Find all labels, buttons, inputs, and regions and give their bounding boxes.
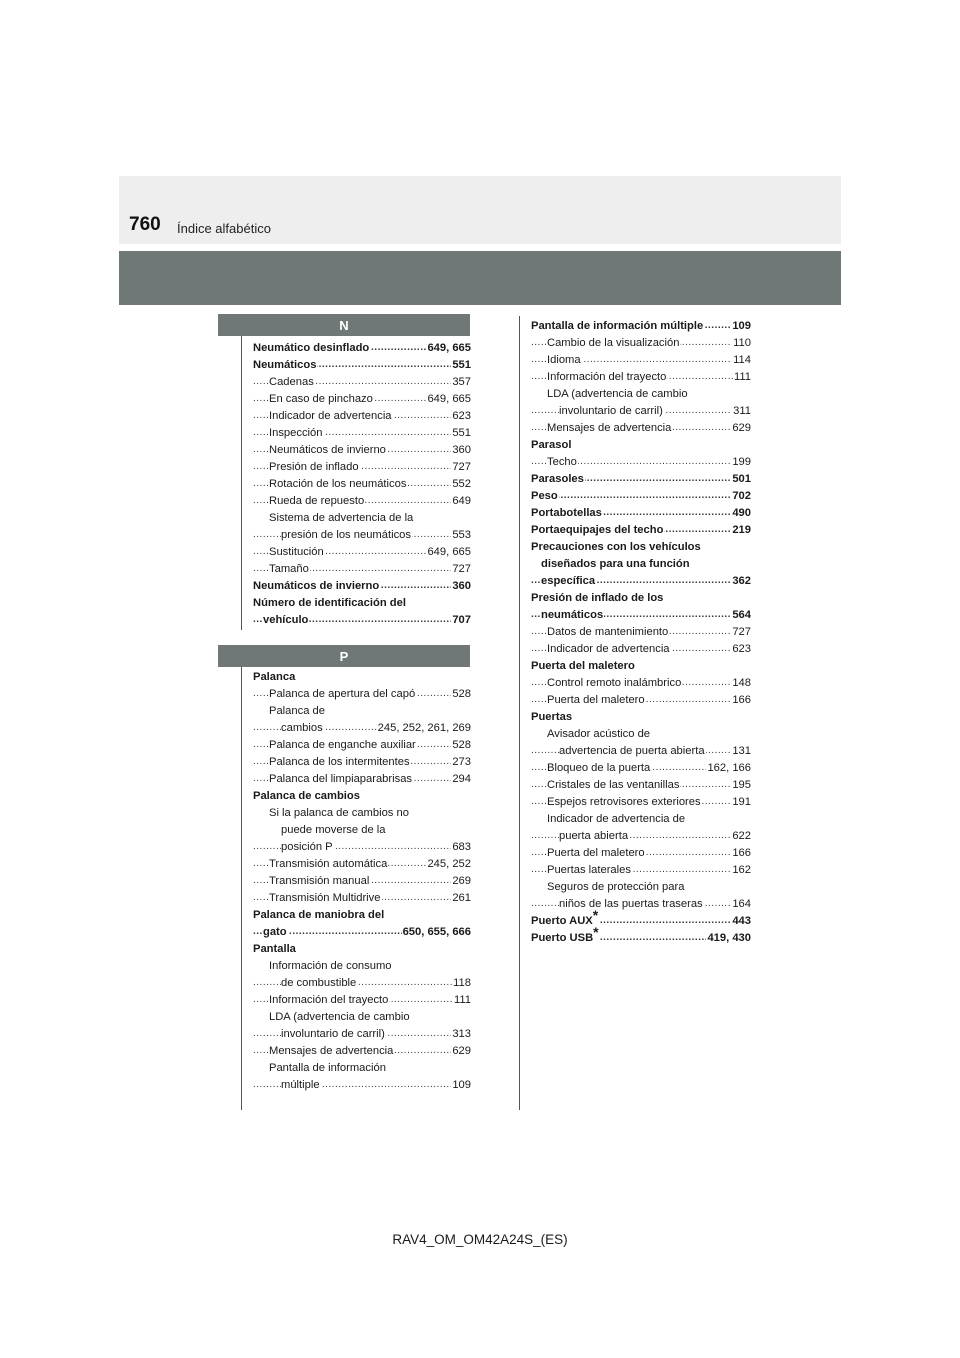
entry-term: Cristales de las ventanillas — [547, 779, 680, 791]
entry-page-ref: 419, 430 — [706, 930, 751, 947]
entry-page-ref: 219 — [731, 522, 751, 539]
entry-term: Puerto AUX* — [531, 907, 599, 927]
entry-page-ref: 166 — [731, 845, 751, 862]
entry-term: Espejos retrovisores exteriores — [547, 796, 701, 808]
left-rule-p — [241, 667, 242, 1110]
entry-term: Presión de inflado — [269, 461, 359, 473]
entry-term: Precauciones con los vehículos — [531, 541, 701, 553]
index-entry — [253, 669, 471, 686]
entry-page-ref: 164 — [731, 896, 751, 913]
entry-term: Número de identificación del — [253, 597, 406, 609]
index-entry — [531, 726, 751, 743]
index-entry — [253, 442, 471, 459]
entry-term: puerta abierta — [559, 830, 629, 842]
index-entry — [531, 488, 751, 505]
entry-term: Inspección — [269, 427, 323, 439]
header-dark-band — [119, 251, 841, 305]
index-entry — [531, 828, 751, 845]
entry-page-ref: 269 — [451, 873, 471, 890]
dot-leader — [531, 491, 751, 501]
index-entry — [253, 425, 471, 442]
index-entry — [253, 578, 471, 595]
index-entry — [253, 686, 471, 703]
entry-term: Parasol — [531, 439, 572, 451]
section-title: Índice alfabético — [177, 221, 271, 236]
entry-page-ref: 564 — [731, 607, 751, 624]
entry-term: LDA (advertencia de cambio — [547, 388, 688, 400]
entry-page-ref: 649, 665 — [426, 340, 471, 357]
entry-term: múltiple — [281, 1079, 320, 1091]
index-entry — [531, 896, 751, 913]
index-entry — [253, 612, 471, 629]
entry-term: Puerta del maletero — [531, 660, 635, 672]
index-entry — [253, 459, 471, 476]
index-entry — [531, 692, 751, 709]
entry-page-ref: 553 — [451, 527, 471, 544]
index-list-p — [253, 669, 471, 1094]
entry-term: involuntario de carril) — [559, 405, 663, 417]
entry-page-ref: 649, 665 — [426, 391, 471, 408]
entry-term: Cadenas — [269, 376, 314, 388]
index-entry — [253, 1009, 471, 1026]
entry-page-ref: 649, 665 — [426, 544, 471, 561]
left-rule-n — [241, 336, 242, 630]
entry-term: Sustitución — [269, 546, 324, 558]
entry-term: LDA (advertencia de cambio — [269, 1011, 410, 1023]
entry-term: Avisador acústico de — [547, 728, 651, 740]
entry-term: Transmisión Multidrive — [269, 892, 381, 904]
entry-page-ref: 490 — [731, 505, 751, 522]
index-entry — [253, 357, 471, 374]
index-entry — [531, 879, 751, 896]
index-entry — [253, 510, 471, 527]
entry-term: cambios — [281, 722, 323, 734]
asterisk-note: * — [592, 907, 599, 923]
entry-page-ref: 118 — [452, 975, 471, 992]
entry-term: presión de los neumáticos — [281, 529, 411, 541]
entry-page-ref: 294 — [451, 771, 471, 788]
letter-heading-p: P — [218, 645, 470, 667]
entry-term: Mensajes de advertencia — [547, 422, 672, 434]
entry-page-ref: 360 — [451, 442, 471, 459]
entry-term: gato — [263, 926, 287, 938]
index-entry — [531, 777, 751, 794]
index-entry — [253, 527, 471, 544]
index-entry — [253, 822, 471, 839]
index-entry — [253, 1077, 471, 1094]
entry-term: Neumáticos de invierno — [269, 444, 386, 456]
footer-code: RAV4_OM_OM42A24S_(ES) — [392, 1232, 568, 1247]
index-entry — [253, 493, 471, 510]
entry-page-ref: 131 — [731, 743, 751, 760]
entry-term: Indicador de advertencia — [547, 643, 670, 655]
entry-page-ref: 362 — [731, 573, 751, 590]
index-entry — [253, 907, 471, 924]
entry-page-ref: 166 — [731, 692, 751, 709]
entry-term: Información del trayecto — [269, 994, 389, 1006]
index-entry — [531, 675, 751, 692]
entry-term: Portabotellas — [531, 507, 602, 519]
entry-term: vehículo — [263, 614, 309, 626]
index-entry — [253, 805, 471, 822]
index-entry — [531, 907, 751, 930]
entry-term: Transmisión manual — [269, 875, 370, 887]
index-entry — [253, 737, 471, 754]
index-entry — [253, 1060, 471, 1077]
index-list-right — [531, 318, 751, 947]
entry-term: Control remoto inalámbrico — [547, 677, 682, 689]
entry-term: Pantalla de información — [269, 1062, 386, 1074]
entry-term: Rueda de repuesto — [269, 495, 365, 507]
entry-term: Techo — [547, 456, 577, 468]
entry-page-ref: 650, 655, 666 — [402, 924, 471, 941]
entry-page-ref: 727 — [451, 561, 471, 578]
index-entry — [253, 788, 471, 805]
entry-page-ref: 148 — [731, 675, 751, 692]
index-entry — [531, 556, 751, 573]
index-entry — [531, 743, 751, 760]
entry-page-ref: 551 — [451, 425, 471, 442]
index-entry — [531, 862, 751, 879]
entry-term: niños de las puertas traseras — [559, 898, 703, 910]
entry-term: Puerto USB* — [531, 924, 599, 944]
entry-page-ref: 629 — [731, 420, 751, 437]
index-entry — [531, 607, 751, 624]
entry-page-ref: 162 — [731, 862, 751, 879]
index-entry — [531, 811, 751, 828]
index-entry — [531, 539, 751, 556]
entry-page-ref: 683 — [451, 839, 471, 856]
entry-page-ref: 273 — [451, 754, 471, 771]
entry-term: Palanca del limpiaparabrisas — [269, 773, 413, 785]
index-entry — [253, 754, 471, 771]
entry-page-ref: 649 — [451, 493, 471, 510]
index-entry — [253, 476, 471, 493]
entry-term: En caso de pinchazo — [269, 393, 373, 405]
entry-page-ref: 622 — [731, 828, 751, 845]
entry-term: posición P — [281, 841, 333, 853]
entry-term: Si la palanca de cambios no — [269, 807, 409, 819]
index-entry — [253, 1026, 471, 1043]
index-entry — [253, 561, 471, 578]
entry-page-ref: 551 — [451, 357, 471, 374]
entry-term: Presión de inflado de los — [531, 592, 664, 604]
index-list-n — [253, 340, 471, 629]
entry-term: Portaequipajes del techo — [531, 524, 664, 536]
entry-term: Puerta del maletero — [547, 694, 645, 706]
index-entry — [531, 924, 751, 947]
entry-page-ref: 552 — [451, 476, 471, 493]
index-entry — [531, 505, 751, 522]
entry-term: Tamaño — [269, 563, 309, 575]
entry-term: Bloqueo de la puerta — [547, 762, 651, 774]
entry-term: de combustible — [281, 977, 357, 989]
entry-term: Datos de mantenimiento — [547, 626, 669, 638]
entry-term: Pantalla de información múltiple — [531, 320, 704, 332]
column-divider — [519, 316, 520, 1110]
index-entry — [531, 522, 751, 539]
entry-page-ref: 110 — [732, 335, 751, 352]
entry-page-ref: 707 — [451, 612, 471, 629]
entry-page-ref: 245, 252, 261, 269 — [377, 720, 471, 737]
index-entry — [253, 374, 471, 391]
index-entry — [531, 573, 751, 590]
index-entry — [531, 794, 751, 811]
entry-page-ref: 528 — [451, 737, 471, 754]
index-entry — [531, 760, 751, 777]
index-entry — [253, 595, 471, 612]
entry-term: Pantalla — [253, 943, 296, 955]
index-entry — [253, 992, 471, 1009]
entry-term: Peso — [531, 490, 558, 502]
entry-page-ref: 443 — [731, 913, 751, 930]
entry-term: Neumático desinflado — [253, 342, 370, 354]
index-entry — [531, 709, 751, 726]
entry-page-ref: 360 — [451, 578, 471, 595]
entry-page-ref: 162, 166 — [706, 760, 751, 777]
index-entry — [253, 924, 471, 941]
index-entry — [531, 437, 751, 454]
index-entry — [531, 658, 751, 675]
entry-page-ref: 245, 252 — [426, 856, 471, 873]
index-entry — [531, 369, 751, 386]
entry-term: Transmisión automática — [269, 858, 388, 870]
entry-term: Neumáticos — [253, 359, 317, 371]
entry-term: Indicador de advertencia de — [547, 813, 686, 825]
entry-term: Idioma — [547, 354, 581, 366]
entry-page-ref: 311 — [732, 403, 751, 420]
entry-page-ref: 109 — [451, 1077, 471, 1094]
entry-page-ref: 629 — [451, 1043, 471, 1060]
entry-page-ref: 501 — [731, 471, 751, 488]
index-entry — [253, 703, 471, 720]
index-entry — [253, 544, 471, 561]
index-entry — [531, 335, 751, 352]
index-entry — [531, 845, 751, 862]
index-entry — [253, 975, 471, 992]
index-entry — [531, 624, 751, 641]
entry-term: puede moverse de la — [281, 824, 386, 836]
index-entry — [253, 856, 471, 873]
index-entry — [531, 471, 751, 488]
index-entry — [253, 890, 471, 907]
entry-term: específica — [541, 575, 596, 587]
entry-term: Puertas laterales — [547, 864, 631, 876]
entry-term: Puerta del maletero — [547, 847, 645, 859]
entry-term: Seguros de protección para — [547, 881, 685, 893]
entry-term: Palanca de maniobra del — [253, 909, 385, 921]
entry-term: Rotación de los neumáticos — [269, 478, 407, 490]
index-entry — [253, 873, 471, 890]
entry-term: Palanca — [253, 671, 296, 683]
entry-page-ref: 111 — [453, 992, 471, 1009]
entry-term: Palanca de enganche auxiliar — [269, 739, 416, 751]
index-entry — [253, 839, 471, 856]
entry-page-ref: 623 — [451, 408, 471, 425]
entry-term: Palanca de apertura del capó — [269, 688, 416, 700]
index-entry — [531, 420, 751, 437]
entry-term: diseñados para una función — [541, 558, 690, 570]
entry-page-ref: 528 — [451, 686, 471, 703]
index-entry — [531, 641, 751, 658]
entry-page-ref: 111 — [733, 369, 751, 386]
entry-term: involuntario de carril) — [281, 1028, 385, 1040]
entry-term: neumáticos — [541, 609, 604, 621]
entry-page-ref: 109 — [731, 318, 751, 335]
index-entry — [531, 454, 751, 471]
index-entry — [253, 408, 471, 425]
index-entry — [531, 403, 751, 420]
letter-heading-n: N — [218, 314, 470, 336]
entry-page-ref: 727 — [451, 459, 471, 476]
index-entry — [253, 391, 471, 408]
entry-term: Parasoles — [531, 473, 584, 485]
entry-page-ref: 702 — [731, 488, 751, 505]
asterisk-note: * — [593, 924, 599, 940]
index-entry — [531, 352, 751, 369]
index-entry — [253, 340, 471, 357]
index-entry — [253, 958, 471, 975]
index-entry — [531, 318, 751, 335]
entry-page-ref: 727 — [731, 624, 751, 641]
entry-term: Palanca de — [269, 705, 325, 717]
index-entry — [531, 386, 751, 403]
index-entry — [253, 771, 471, 788]
entry-page-ref: 191 — [731, 794, 751, 811]
index-entry — [253, 941, 471, 958]
entry-term: Sistema de advertencia de la — [269, 512, 414, 524]
entry-term: Palanca de cambios — [253, 790, 360, 802]
entry-term: Puertas — [531, 711, 573, 723]
entry-page-ref: 313 — [451, 1026, 471, 1043]
entry-page-ref: 199 — [731, 454, 751, 471]
entry-page-ref: 357 — [451, 374, 471, 391]
page-number: 760 — [129, 214, 161, 235]
entry-page-ref: 195 — [731, 777, 751, 794]
entry-term: Información de consumo — [269, 960, 392, 972]
entry-term: Palanca de los intermitentes — [269, 756, 410, 768]
entry-term: Neumáticos de invierno — [253, 580, 380, 592]
entry-term: Cambio de la visualización — [547, 337, 680, 349]
index-entry — [531, 590, 751, 607]
entry-term: Información del trayecto — [547, 371, 667, 383]
entry-page-ref: 623 — [731, 641, 751, 658]
index-entry — [253, 720, 471, 737]
entry-term: Mensajes de advertencia — [269, 1045, 394, 1057]
entry-term: advertencia de puerta abierta — [559, 745, 705, 757]
entry-page-ref: 261 — [451, 890, 471, 907]
entry-page-ref: 114 — [732, 352, 751, 369]
entry-term: Indicador de advertencia — [269, 410, 392, 422]
index-entry — [253, 1043, 471, 1060]
